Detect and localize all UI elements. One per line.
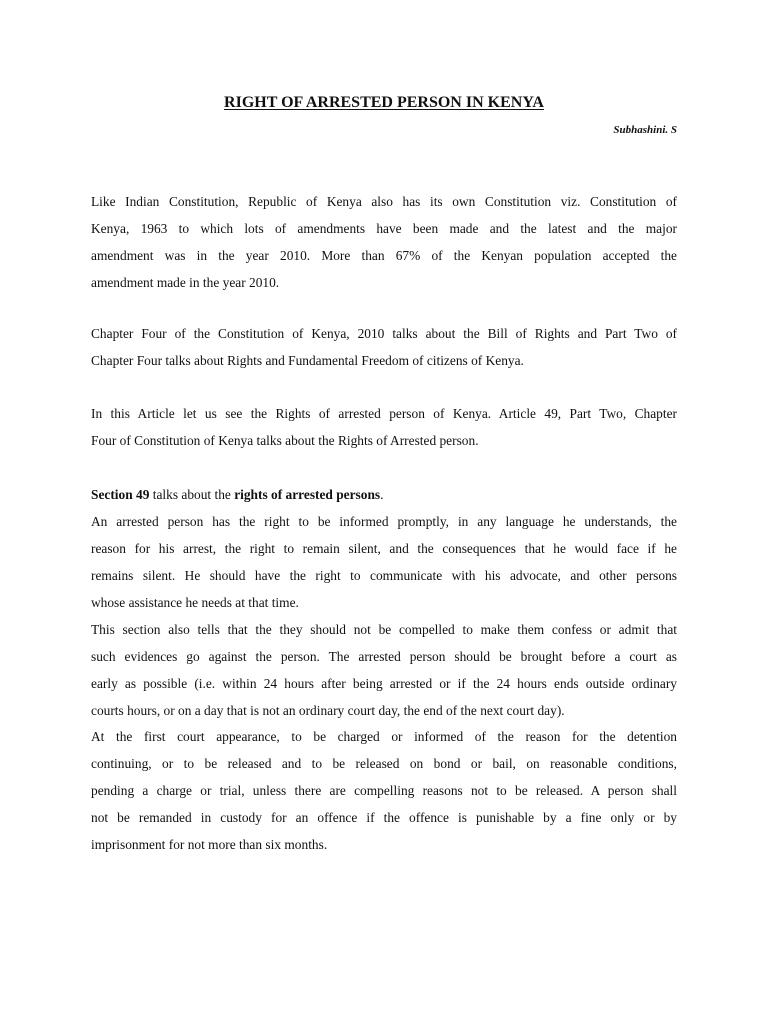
text-line: amendment was in the year 2010. More than 67% of the Kenyan population accepted the xyxy=(91,248,677,263)
paragraph-intro xyxy=(91,188,677,296)
section-49-bold: Section 49 xyxy=(91,487,150,502)
text-line: In this Article let us see the Rights of arrested person of Kenya. Article 49, Part Two, Chapter xyxy=(91,406,677,421)
text-line: such evidences go against the person. The arrested person should be brought before a court as xyxy=(91,649,677,664)
text-line: remains silent. He should have the right to communicate with his advocate, and other persons xyxy=(91,568,677,583)
document-title-text: RIGHT OF ARRESTED PERSON IN KENYA xyxy=(224,94,544,111)
text-line: continuing, or to be released and to be released on bond or bail, on reasonable conditions, xyxy=(91,756,677,771)
text-line: Chapter Four talks about Rights and Fundamental Freedom of citizens of Kenya. xyxy=(91,353,524,368)
text-line: Like Indian Constitution, Republic of Kenya also has its own Constitution viz. Constitution of xyxy=(91,194,677,209)
text-line: Four of Constitution of Kenya talks about the Rights of Arrested person. xyxy=(91,433,479,448)
text-line: early as possible (i.e. within 24 hours after being arrested or if the 24 hours ends outside ordinary xyxy=(91,676,677,691)
text-line: reason for his arrest, the right to remain silent, and the consequences that he would face if he xyxy=(91,541,677,556)
text-line: courts hours, or on a day that is not an ordinary court day, the end of the next court day). xyxy=(91,703,565,718)
paragraph-first-court-appearance xyxy=(91,723,677,858)
text-line: Kenya, 1963 to which lots of amendments have been made and the latest and the major xyxy=(91,221,677,236)
document-title xyxy=(91,93,677,113)
text-line: This section also tells that the they should not be compelled to make them confess or admit that xyxy=(91,622,677,637)
section-49-text: talks about the xyxy=(149,487,235,502)
text-line: Chapter Four of the Constitution of Kenya, 2010 talks about the Bill of Rights and Part Two of xyxy=(91,326,677,341)
paragraph-article-49 xyxy=(91,400,677,454)
text-line: An arrested person has the right to be informed promptly, in any language he understands, the xyxy=(91,514,677,529)
section-49-period: . xyxy=(380,487,384,502)
text-line xyxy=(91,481,677,508)
text-line: At the first court appearance, to be charged or informed of the reason for the detention xyxy=(91,729,677,744)
paragraph-right-informed xyxy=(91,508,677,616)
text-line: amendment made in the year 2010. xyxy=(91,275,280,290)
author-name: Subhashini. S xyxy=(613,124,677,136)
text-line: whose assistance he needs at that time. xyxy=(91,595,299,610)
paragraph-not-compelled xyxy=(91,616,677,724)
rights-bold: rights of arrested persons xyxy=(234,487,381,502)
text-line: pending a charge or trial, unless there are compelling reasons not to be released. A person shall xyxy=(91,783,677,798)
paragraph-chapter-four xyxy=(91,320,677,374)
text-line: imprisonment for not more than six months. xyxy=(91,837,328,852)
text-line: not be remanded in custody for an offence if the offence is punishable by a fine only or by xyxy=(91,810,677,825)
paragraph-section-49-heading xyxy=(91,481,677,508)
